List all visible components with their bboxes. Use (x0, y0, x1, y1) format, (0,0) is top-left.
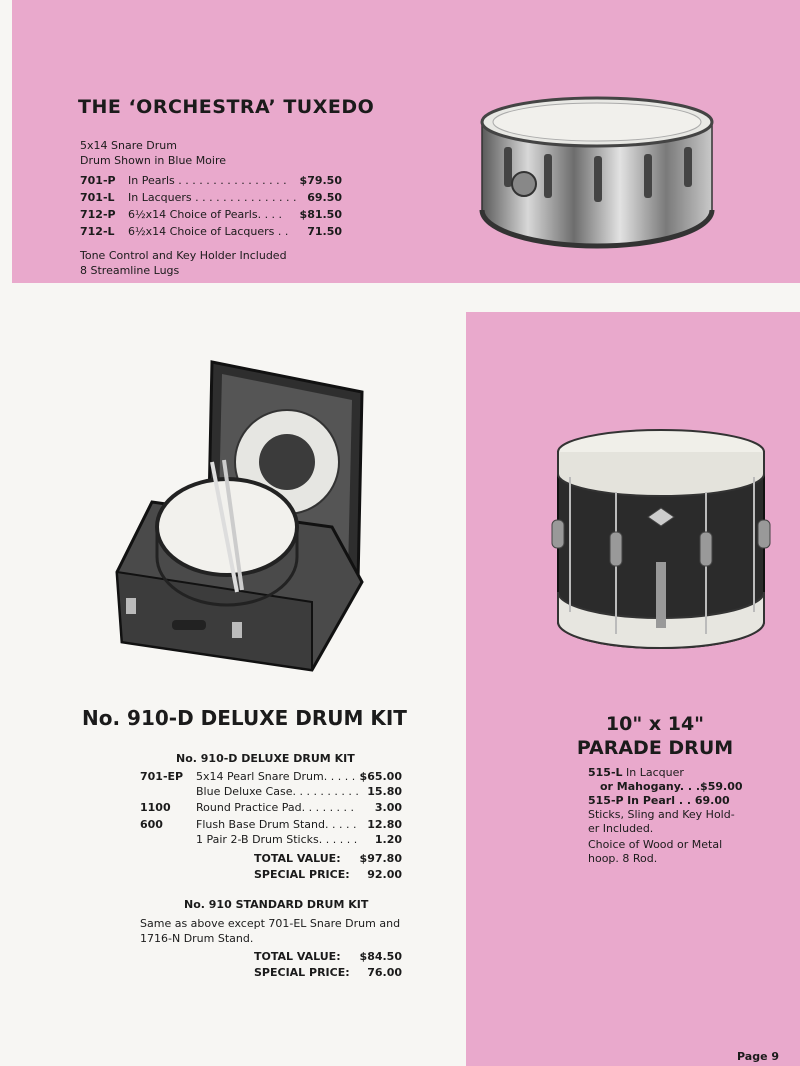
orchestra-item: 712-P 6½x14 Choice of Pearls. . . . $81.50 (80, 208, 342, 221)
parade-details (588, 766, 768, 866)
standard-total-row: TOTAL VALUE: $84.50 (254, 950, 402, 963)
deluxe-item: 1 Pair 2-B Drum Sticks. . . . . . 1.20 (196, 833, 402, 846)
orchestra-title: THE ‘ORCHESTRA’ TUXEDO (78, 96, 375, 118)
parade-note2b: hoop. 8 Rod. (588, 852, 658, 865)
orchestra-item: 712-L 6½x14 Choice of Lacquers . . 71.50 (80, 225, 342, 238)
deluxe-kit-title: No. 910-D DELUXE DRUM KIT (82, 706, 407, 730)
parade-l-line2: or Mahogany. . .$59.00 (600, 780, 743, 793)
orchestra-intro (80, 138, 226, 168)
orchestra-notes (80, 248, 287, 278)
standard-subhead: No. 910 STANDARD DRUM KIT (184, 898, 369, 911)
drum-kit-case-photo (112, 352, 380, 672)
page-number: Page 9 (737, 1050, 780, 1063)
orchestra-line2: Drum Shown in Blue Moire (80, 154, 227, 167)
parade-p-code: 515-P (588, 794, 624, 807)
standard-desc (140, 916, 400, 946)
standard-special-row: SPECIAL PRICE: 76.00 (254, 966, 402, 979)
orchestra-note1: Tone Control and Key Holder Included (80, 249, 287, 262)
parade-l-code: 515-L (588, 766, 623, 779)
standard-line1: Same as above except 701-EL Snare Drum and (140, 917, 401, 930)
parade-note2a: Choice of Wood or Metal (588, 838, 723, 851)
deluxe-special-row: SPECIAL PRICE: 92.00 (254, 868, 402, 881)
parade-l-line1: In Lacquer (626, 766, 684, 779)
parade-drum-photo (548, 422, 774, 654)
deluxe-total-row: TOTAL VALUE: $97.80 (254, 852, 402, 865)
parade-p-line: In Pearl . . 69.00 (627, 794, 730, 807)
parade-title-name: PARADE DRUM (576, 737, 734, 759)
orchestra-line1: 5x14 Snare Drum (80, 139, 177, 152)
deluxe-item: 701-EP 5x14 Pearl Snare Drum. . . . . $65.00 (140, 770, 402, 783)
snare-drum-photo (474, 92, 720, 254)
parade-title (570, 712, 740, 760)
orchestra-note2: 8 Streamline Lugs (80, 264, 180, 277)
orchestra-item: 701-P In Pearls . . . . . . . . . . . . . . . . $79.50 (80, 174, 342, 187)
parade-title-size: 10" x 14" (605, 713, 705, 735)
standard-line2: 1716-N Drum Stand. (140, 932, 254, 945)
deluxe-item: 1100 Round Practice Pad. . . . . . . . 3.00 (140, 801, 402, 814)
orchestra-item: 701-L In Lacquers . . . . . . . . . . . . . . . 69.50 (80, 191, 342, 204)
parade-note1b: er Included. (588, 822, 654, 835)
deluxe-item: Blue Deluxe Case. . . . . . . . . . 15.80 (196, 785, 402, 798)
deluxe-subhead: No. 910-D DELUXE DRUM KIT (176, 752, 355, 765)
deluxe-item: 600 Flush Base Drum Stand. . . . . 12.80 (140, 818, 402, 831)
parade-note1a: Sticks, Sling and Key Hold- (588, 808, 735, 821)
